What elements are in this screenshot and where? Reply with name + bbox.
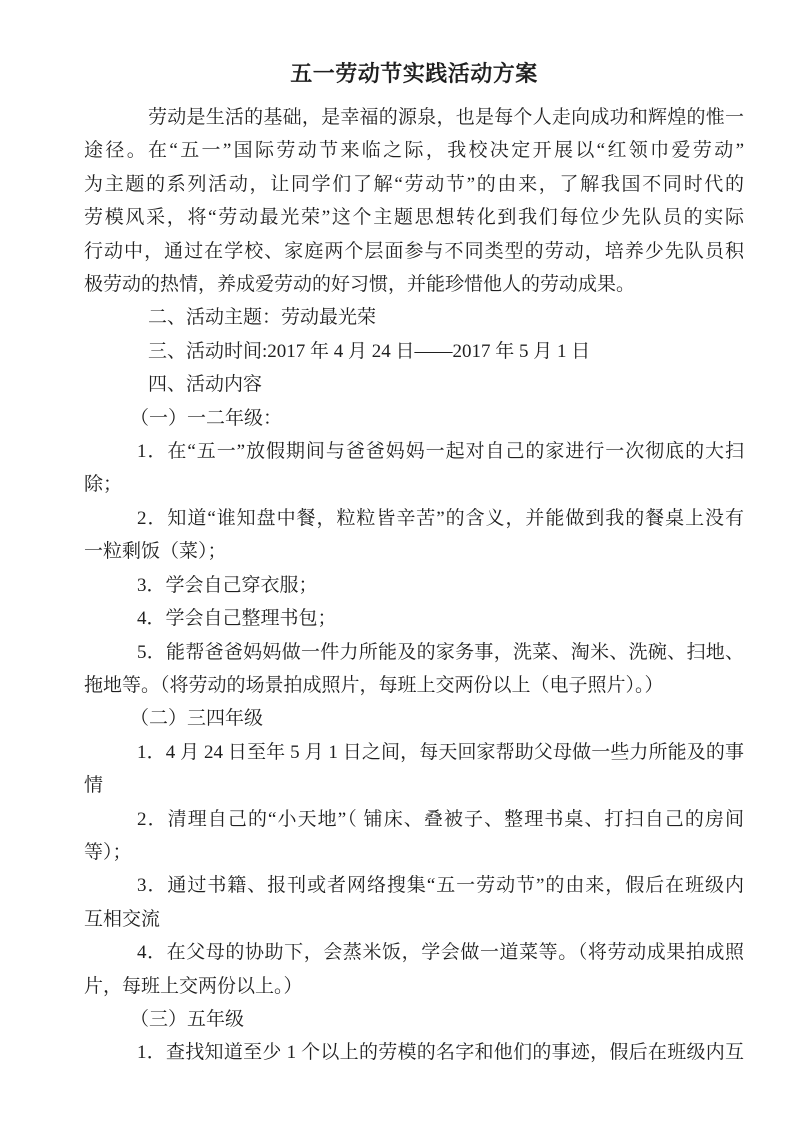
text-line: 2．清理自己的“小天地”（ 铺床、叠被子、整理书桌、打扫自己的房间 [137, 808, 744, 830]
text-line: （二）三四年级 [130, 708, 264, 730]
text-line: 4．学会自己整理书包； [137, 608, 337, 630]
text-line: 1．查找知道至少 1 个以上的劳模的名字和他们的事迹，假后在班级内互 [137, 1042, 744, 1064]
text-line: 拖地等。（将劳动的场景拍成照片，每班上交两份以上（电子照片）。） [84, 674, 664, 696]
document-title: 五一劳动节实践活动方案 [290, 61, 538, 86]
text-line: 极劳动的热情，养成爱劳动的好习惯，并能珍惜他人的劳动成果。 [84, 274, 636, 296]
text-line: 等）； [84, 841, 132, 863]
text-line: 5．能帮爸爸妈妈做一件力所能及的家务事，洗菜、淘米、洗碗、扫地、 [137, 641, 744, 663]
text-line: 为主题的系列活动，让同学们了解“劳动节”的由来，了解我国不同时代的 [84, 173, 744, 195]
text-line: 1．在“五一”放假期间与爸爸妈妈一起对自己的家进行一次彻底的大扫 [137, 441, 744, 463]
text-line: 一粒剩饭（菜）； [84, 541, 227, 563]
text-line: （三）五年级 [130, 1008, 245, 1030]
text-line: 除； [84, 474, 123, 496]
text-line: 行动中，通过在学校、家庭两个层面参与不同类型的劳动，培养少先队员积 [84, 240, 744, 262]
text-line: 劳动是生活的基础，是幸福的源泉，也是每个人走向成功和辉煌的惟一 [148, 107, 744, 128]
text-line: 二、活动主题：劳动最光荣 [148, 307, 377, 329]
text-line: 情 [84, 775, 104, 797]
text-line: 劳模风采，将“劳动最光荣”这个主题思想转化到我们每位少先队员的实际 [84, 207, 744, 229]
text-line: 2．知道“谁知盘中餐，粒粒皆辛苦”的含义，并能做到我的餐桌上没有 [137, 507, 744, 529]
text-line: （一）一二年级： [130, 407, 283, 429]
text-line: 3．通过书籍、报刊或者网络搜集“五一劳动节”的由来，假后在班级内 [137, 875, 744, 897]
text-line: 3．学会自己穿衣服； [137, 574, 318, 596]
text-line: 四、活动内容 [148, 374, 263, 396]
text-line: 片，每班上交两份以上。） [84, 975, 303, 997]
text-line: 三、活动时间:2017 年 4 月 24 日——2017 年 5 月 1 日 [148, 340, 591, 362]
text-line: 4．在父母的协助下，会蒸米饭，学会做一道菜等。（将劳动成果拍成照 [137, 942, 744, 964]
text-line: 互相交流 [84, 908, 161, 930]
text-line: 1．4 月 24 日至年 5 月 1 日之间，每天回家帮助父母做一些力所能及的事 [137, 741, 744, 763]
document-body [84, 101, 744, 1070]
text-line: 途径。在“五一”国际劳动节来临之际，我校决定开展以“红领巾爱劳动” [84, 140, 744, 162]
